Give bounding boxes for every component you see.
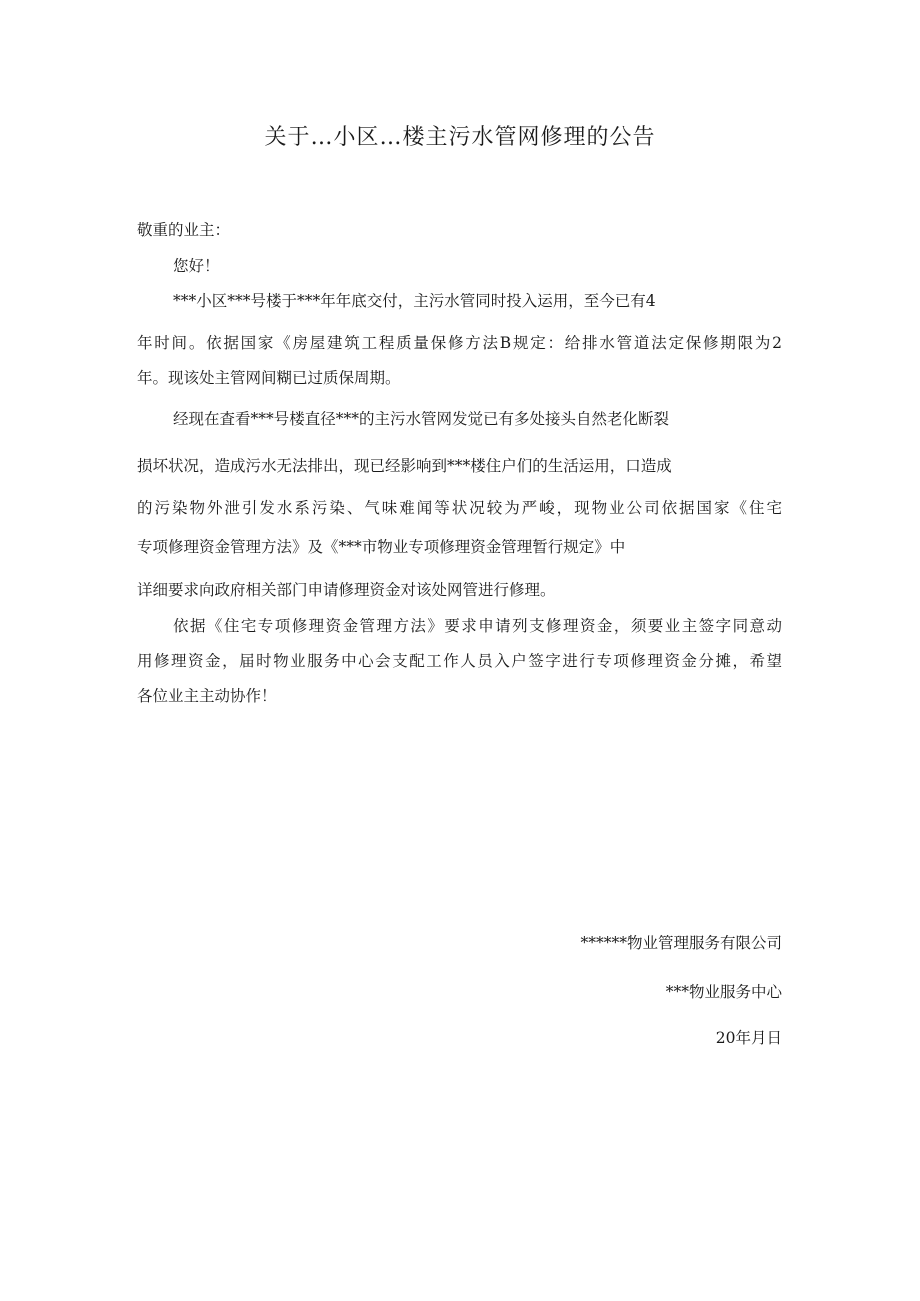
paragraph-3-line-1: 依据《住宅专项修理资金管理方法》要求申请列支修理资金，须要业主签字同意动	[173, 617, 782, 635]
paragraph-1-line-3: 年。现该处主管网间糊已过质保周期。	[137, 369, 401, 387]
greeting: 敬重的业主：	[137, 221, 231, 239]
signature-company: ******物业管理服务有限公司	[580, 934, 782, 952]
paragraph-1-line-2: 年时间。依据国家《房屋建筑工程质量保修方法B规定：给排水管道法定保修期限为2	[137, 334, 782, 352]
paragraph-3-line-3: 各位业主主动协作！	[137, 687, 277, 705]
signature-date: 20年月日	[715, 1029, 782, 1047]
document-title: 关于…小区…楼主污水管网修理的公告	[264, 125, 656, 150]
signature-service-center: ***物业服务中心	[665, 983, 782, 1001]
paragraph-2-line-1: 经现在査看***号楼直径***的主污水管网发觉已有多处接头自然老化断裂	[173, 410, 670, 428]
paragraph-2-line-2: 损坏状况，造成污水无法排出，现已经影响到***楼住户们的生活运用，口造成	[137, 457, 672, 475]
paragraph-1-line-1: ***小区***号楼于***年年底交付，主污水管同时投入运用，至今已有4	[173, 292, 656, 310]
paragraph-2-line-5: 详细要求向政府相关部门申请修理资金对该处网管进行修理。	[137, 581, 556, 599]
salutation: 您好！	[173, 257, 220, 275]
paragraph-2-line-3: 的污染物外泄引发水系污染、气味难闻等状况较为严峻，现物业公司依据国家《住宅	[137, 499, 782, 517]
paragraph-2-line-4: 专项修理资金管理方法》及《***市物业专项修理资金管理暂行规定》中	[137, 538, 626, 556]
paragraph-3-line-2: 用修理资金，届时物业服务中心会支配工作人员入户签字进行专项修理资金分摊，希望	[137, 652, 782, 670]
